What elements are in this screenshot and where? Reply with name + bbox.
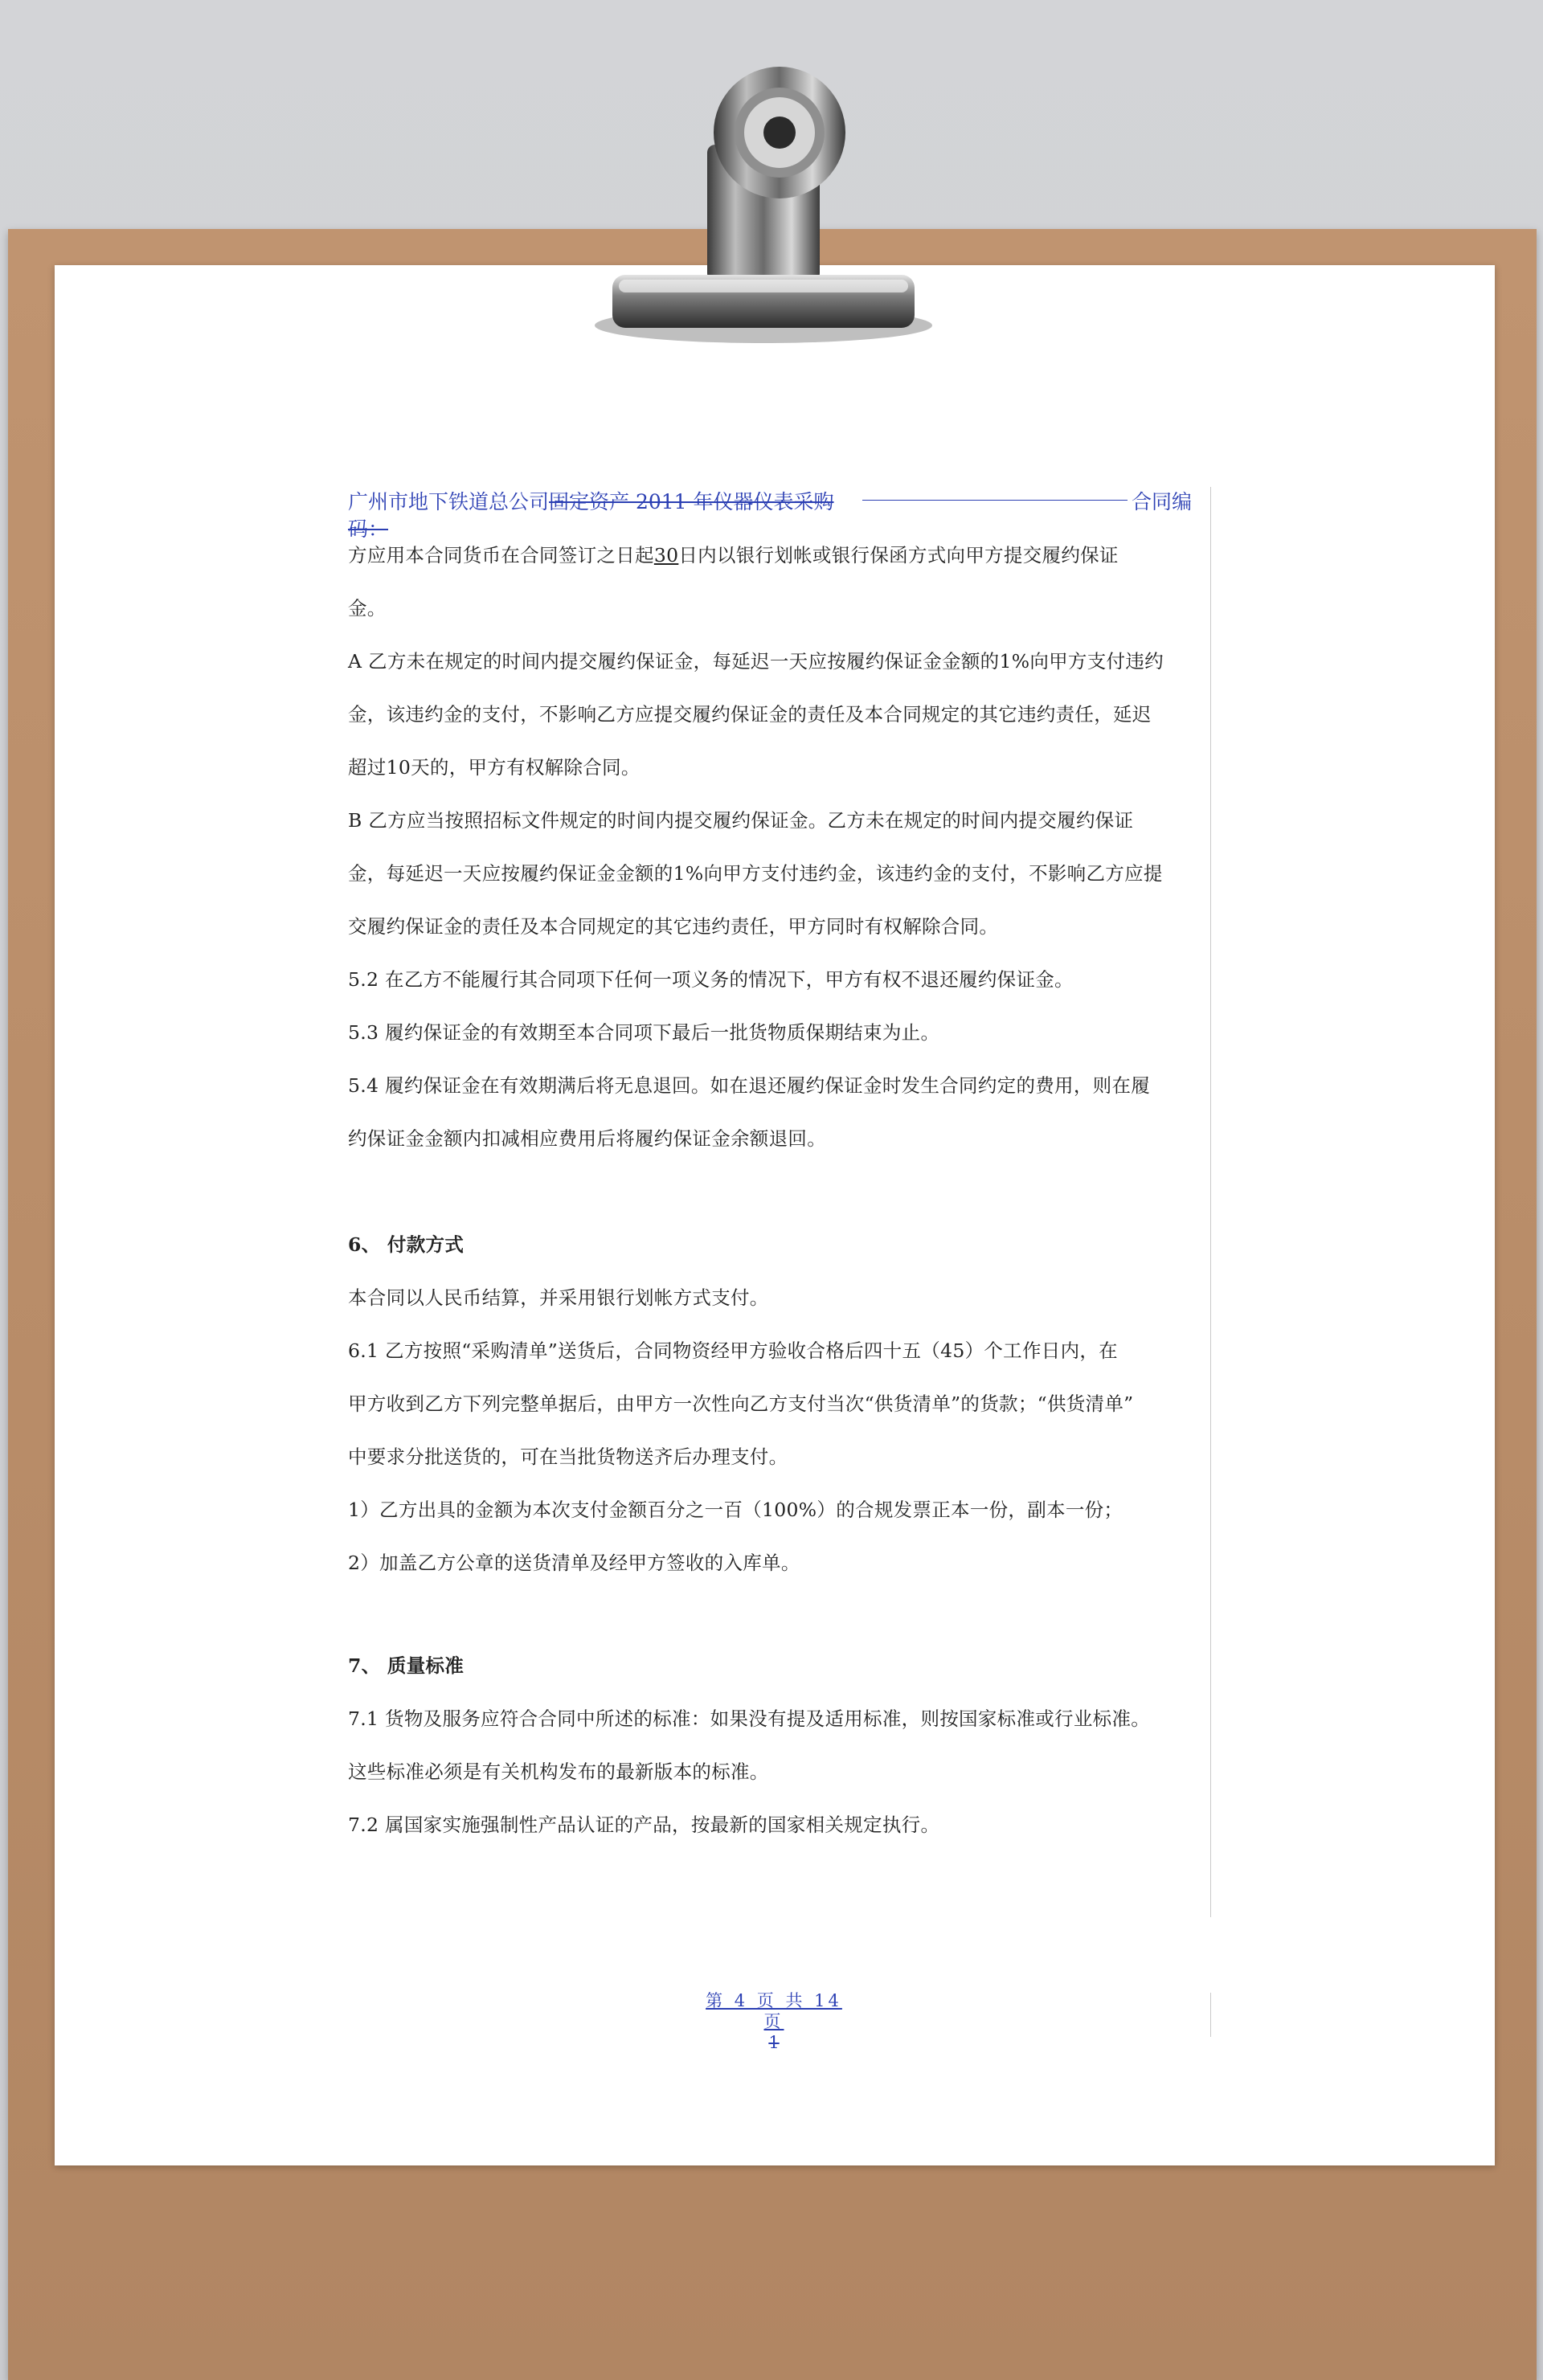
paragraph-line: 6.1 乙方按照“采购清单”送货后，合同物资经甲方验收合格后四十五（45）个工作日内，在	[348, 1339, 1118, 1362]
paragraph-line: B 乙方应当按照招标文件规定的时间内提交履约保证金。乙方未在规定的时间内提交履约保证	[348, 809, 1134, 832]
page-footer	[698, 1990, 850, 2053]
paragraph-line: 这些标准必须是有关机构发布的最新版本的标准。	[348, 1760, 769, 1783]
binder-clip-icon	[579, 48, 948, 362]
paragraph-line: 1）乙方出具的金额为本次支付金额百分之一百（100%）的合规发票正本一份，副本一份；	[348, 1499, 1123, 1521]
page-sub-number: 1	[768, 2033, 780, 2052]
page-number: 第 4 页 共 14 页	[706, 1991, 842, 2031]
paragraph-line: 超过10天的，甲方有权解除合同。	[348, 756, 641, 779]
document-header	[348, 489, 1192, 543]
header-project: 固定资产 2011 年仪器仪表采购	[549, 490, 834, 513]
paragraph-line: 金。	[348, 597, 387, 620]
paragraph-line: 5.2 在乙方不能履行其合同项下任何一项义务的情况下，甲方有权不退还履约保证金。	[348, 968, 1074, 991]
paragraph-line: 中要求分批送货的，可在当批货物送齐后办理支付。	[348, 1446, 788, 1468]
header-contract-no-label: 合同编	[1131, 490, 1192, 513]
paragraph-line: 本合同以人民币结算，并采用银行划帐方式支付。	[348, 1286, 769, 1309]
paragraph-line: 方应用本合同货币在合同签订之日起30日内以银行划帐或银行保函方式向甲方提交履约保证	[348, 544, 1119, 566]
page-margin-line	[1210, 487, 1211, 1917]
paragraph-line: 金，该违约金的支付，不影响乙方应提交履约保证金的责任及本合同规定的其它违约责任，延迟	[348, 703, 1152, 726]
paragraph-line: 7.1 货物及服务应符合合同中所述的标准：如果没有提及适用标准，则按国家标准或行业标准。	[348, 1707, 1151, 1730]
paragraph-line: 甲方收到乙方下列完整单据后，由甲方一次性向乙方支付当次“供货清单”的货款；“供货清单”	[348, 1392, 1134, 1415]
header-company: 广州市地下铁道总公司	[348, 490, 550, 513]
page-margin-line	[1210, 1993, 1211, 2037]
header-rule	[862, 500, 1128, 501]
paragraph-line: 交履约保证金的责任及本合同规定的其它违约责任，甲方同时有权解除合同。	[348, 915, 999, 938]
paragraph-line: 约保证金金额内扣减相应费用后将履约保证金余额退回。	[348, 1127, 826, 1150]
header-contract-no-label-2: 码：	[348, 517, 389, 541]
paragraph-line: 5.4 履约保证金在有效期满后将无息退回。如在退还履约保证金时发生合同约定的费用，则在履	[348, 1074, 1151, 1097]
paragraph-line: 5.3 履约保证金的有效期至本合同项下最后一批货物质保期结束为止。	[348, 1021, 940, 1044]
section-heading: 7、 质量标准	[348, 1654, 465, 1677]
paragraph-line: 金，每延迟一天应按履约保证金金额的1%向甲方支付违约金，该违约金的支付，不影响乙方应提	[348, 862, 1163, 885]
paragraph-line: 2）加盖乙方公章的送货清单及经甲方签收的入库单。	[348, 1552, 800, 1574]
paragraph-line: 7.2 属国家实施强制性产品认证的产品，按最新的国家相关规定执行。	[348, 1814, 940, 1836]
section-heading: 6、 付款方式	[348, 1233, 465, 1256]
paragraph-line: A 乙方未在规定的时间内提交履约保证金，每延迟一天应按履约保证金金额的1%向甲方支付违约	[348, 650, 1164, 673]
